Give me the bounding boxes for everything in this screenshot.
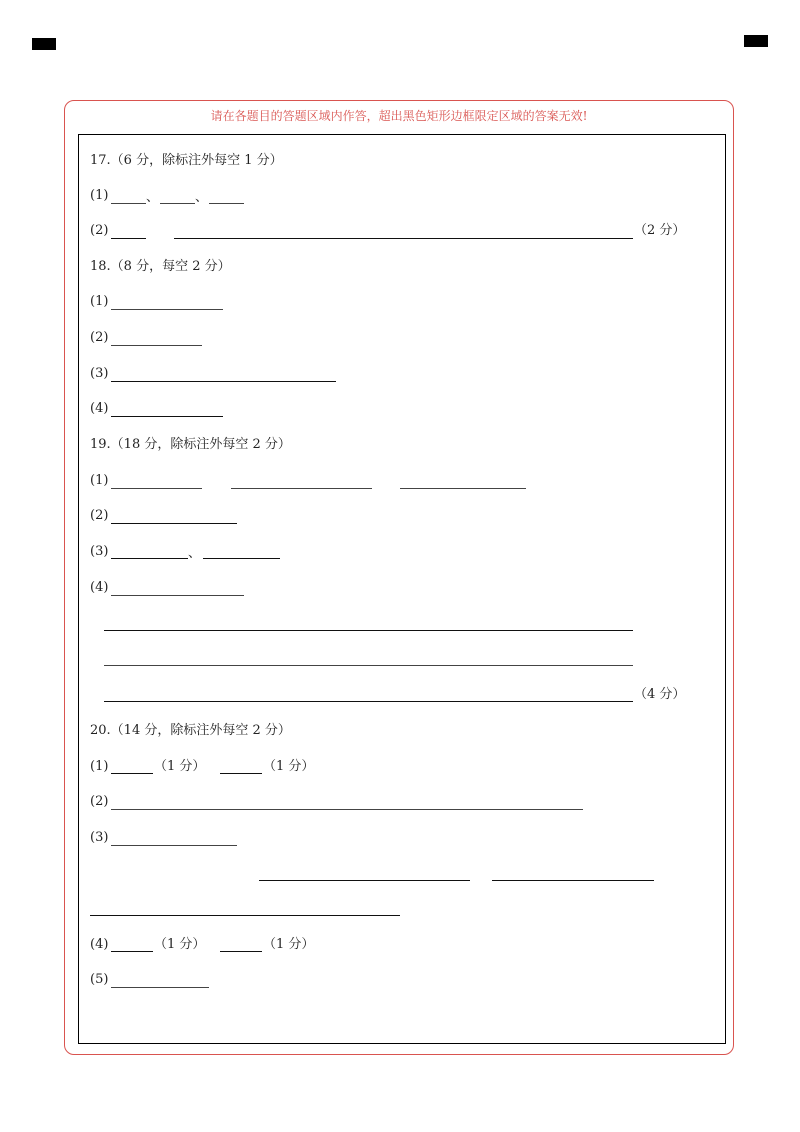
q20-part2-label: (2) [90, 794, 109, 809]
q20-blank-3[interactable] [111, 845, 237, 846]
q19-blank-4[interactable] [111, 595, 244, 596]
q20-part1-score-b: （1 分） [263, 759, 315, 774]
q20-part4-score-a: （1 分） [154, 937, 206, 952]
q19-blank-3b[interactable] [203, 558, 280, 559]
q20-blank-3c[interactable] [492, 880, 654, 881]
q18-blank-1[interactable] [111, 309, 223, 310]
q20-part1-score-a: （1 分） [154, 759, 206, 774]
q19-blank-2[interactable] [111, 523, 237, 524]
q19-answer-line-3[interactable] [104, 701, 633, 702]
warning-text: 请在各题目的答题区域内作答，超出黑色矩形边框限定区域的答案无效! [210, 109, 588, 123]
q19-part2-label: (2) [90, 508, 109, 523]
q20-part3-label: (3) [90, 830, 109, 845]
q17-blank-2b[interactable] [174, 238, 633, 239]
q19-blank-1b[interactable] [231, 488, 372, 489]
registration-mark-left [32, 38, 56, 50]
q19-part4-label: (4) [90, 580, 109, 595]
registration-mark-right [744, 35, 768, 47]
q17-blank-1c[interactable] [209, 203, 244, 204]
q20-blank-1a[interactable] [111, 773, 153, 774]
q20-blank-3b[interactable] [259, 880, 470, 881]
q20-blank-2[interactable] [111, 809, 583, 810]
q19-separator-3: 、 [188, 546, 202, 561]
q18-blank-2[interactable] [111, 345, 202, 346]
q17-title: 17.（6 分，除标注外每空 1 分） [90, 153, 283, 168]
q19-answer-line-2[interactable] [104, 665, 633, 666]
q19-part1-label: (1) [90, 473, 109, 488]
q20-blank-1b[interactable] [220, 773, 262, 774]
q19-answer-line-1[interactable] [104, 630, 633, 631]
q18-part3-label: (3) [90, 366, 109, 381]
q19-title: 19.（18 分，除标注外每空 2 分） [90, 437, 291, 452]
q20-title: 20.（14 分，除标注外每空 2 分） [90, 723, 291, 738]
q19-part4-score: （4 分） [634, 687, 686, 702]
q17-blank-1a[interactable] [111, 203, 146, 204]
q17-blank-2a[interactable] [111, 238, 146, 239]
q18-blank-4[interactable] [111, 416, 223, 417]
q18-part2-label: (2) [90, 330, 109, 345]
q20-blank-5[interactable] [111, 987, 209, 988]
q19-part3-label: (3) [90, 544, 109, 559]
q18-part1-label: (1) [90, 294, 109, 309]
q18-title: 18.（8 分，每空 2 分） [90, 259, 231, 274]
q17-blank-1b[interactable] [160, 203, 195, 204]
q17-separator-2: 、 [195, 190, 209, 205]
q20-part1-label: (1) [90, 759, 109, 774]
q19-blank-1c[interactable] [400, 488, 526, 489]
q19-blank-3a[interactable] [111, 558, 188, 559]
q20-part5-label: (5) [90, 972, 109, 987]
q20-blank-4b[interactable] [220, 951, 262, 952]
q20-blank-4a[interactable] [111, 951, 153, 952]
q17-part2-score: （2 分） [634, 223, 686, 238]
q20-part4-label: (4) [90, 937, 109, 952]
q20-blank-3d[interactable] [90, 915, 400, 916]
q17-separator-1: 、 [146, 190, 160, 205]
q20-part4-score-b: （1 分） [263, 937, 315, 952]
q18-part4-label: (4) [90, 401, 109, 416]
q18-blank-3[interactable] [111, 381, 336, 382]
q17-part2-label: (2) [90, 223, 109, 238]
q17-part1-label: (1) [90, 188, 109, 203]
q19-blank-1a[interactable] [111, 488, 202, 489]
